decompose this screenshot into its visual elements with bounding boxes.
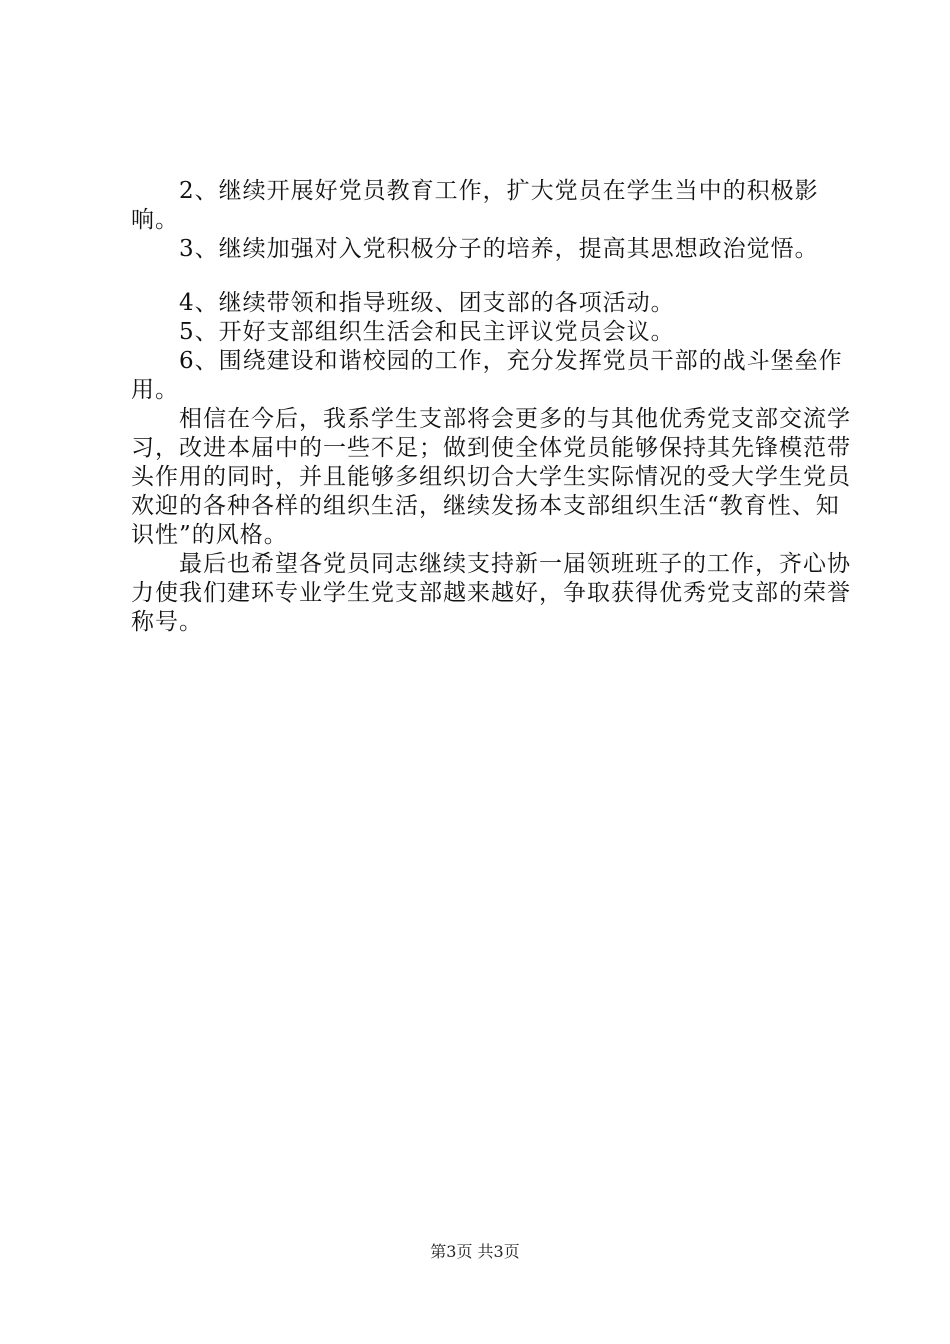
paragraph-item-4: 4、继续带领和指导班级、团支部的各项活动。 <box>179 290 675 316</box>
paragraph-item-6: 6、围绕建设和谐校园的工作，充分发挥党员干部的战斗堡垒作用。 <box>131 348 843 403</box>
paragraph-item-3: 3、继续加强对入党积极分子的培养，提高其思想政治觉悟。 <box>179 236 819 262</box>
page-footer: 第3页 共3页 <box>430 1242 520 1261</box>
document-body <box>131 177 851 637</box>
paragraph-outlook: 相信在今后，我系学生支部将会更多的与其他优秀党支部交流学习，改进本届中的一些不足；做到使全体党员能够保持其先锋模范带头作用的同时，并且能够多组织切合大学生实际情况的受大学生党员欢迎的各种各样的组织生活，继续发扬本支部组织生活“教育性、知识性”的风格。 <box>131 406 851 548</box>
paragraph-item-2: 2、继续开展好党员教育工作，扩大党员在学生当中的积极影响。 <box>131 178 819 233</box>
paragraph-item-5: 5、开好支部组织生活会和民主评议党员会议。 <box>179 319 675 345</box>
paragraph-closing: 最后也希望各党员同志继续支持新一届领班班子的工作，齐心协力使我们建环专业学生党支部越来越好，争取获得优秀党支部的荣誉称号。 <box>131 551 851 635</box>
